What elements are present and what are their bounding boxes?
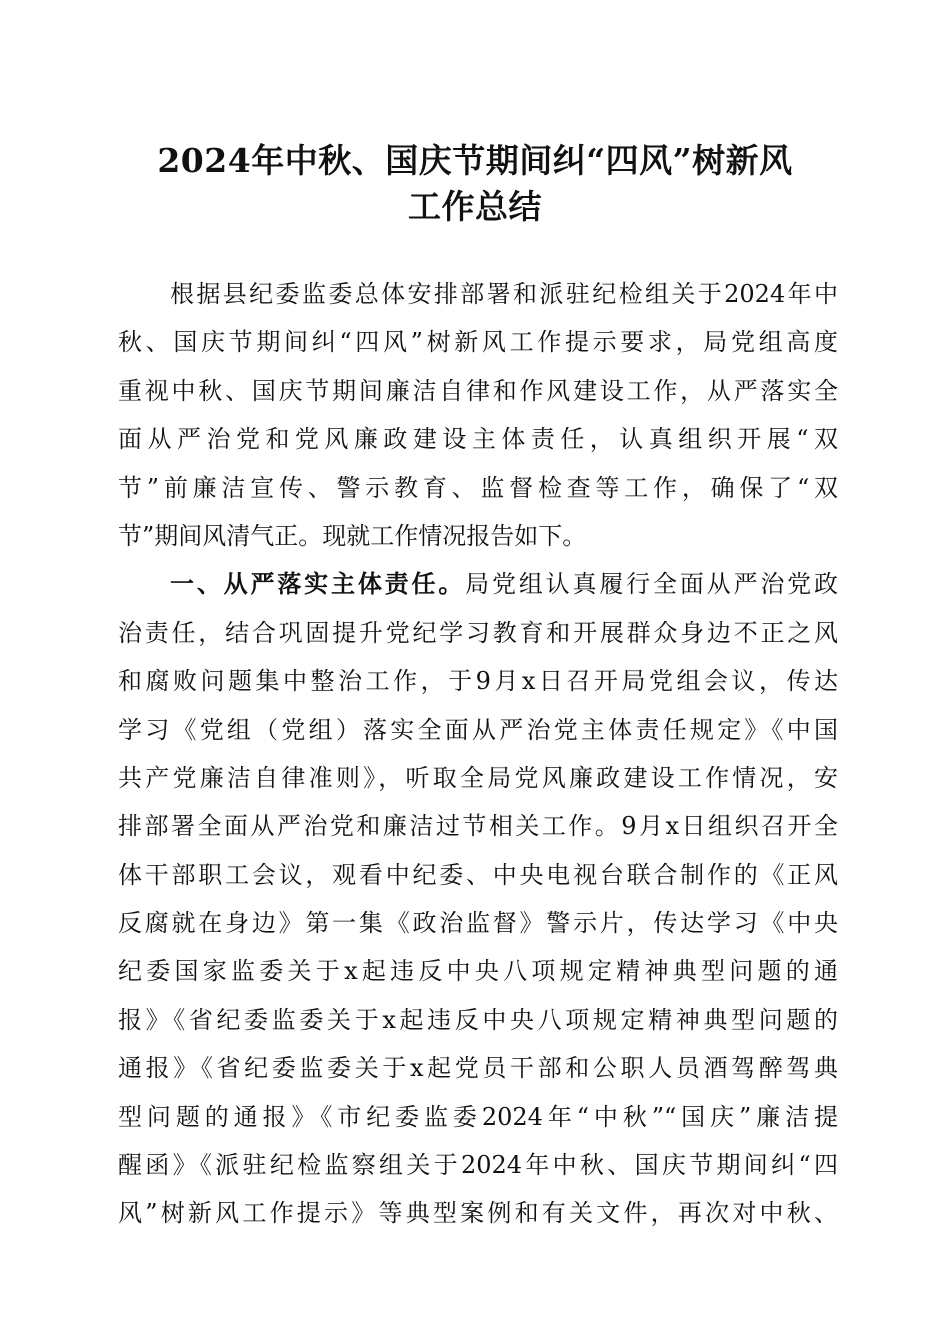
document-body bbox=[118, 270, 838, 1238]
text-line: 风”树新风工作提示》等典型案例和有关文件，再次对中秋、 bbox=[118, 1199, 838, 1228]
text-line: 共产党廉洁自律准则》，听取全局党风廉政建设工作情况，安 bbox=[118, 763, 838, 792]
text-line: 节”期间风清气正。现就工作情况报告如下。 bbox=[118, 521, 587, 550]
text-line: 学习《党组（党组）落实全面从严治党主体责任规定》《中国 bbox=[118, 715, 838, 744]
text-line: 重视中秋、国庆节期间廉洁自律和作风建设工作，从严落实全 bbox=[118, 376, 838, 405]
text-line: 醒函》《派驻纪检监察组关于2024年中秋、国庆节期间纠“四 bbox=[118, 1151, 838, 1180]
text-line: 型问题的通报》《市纪委监委2024年“中秋”“国庆”廉洁提 bbox=[118, 1102, 838, 1131]
text-line: 反腐就在身边》第一集《政治监督》警示片，传达学习《中央 bbox=[118, 909, 838, 938]
text-line: 报》《省纪委监委关于x起违反中央八项规定精神典型问题的 bbox=[118, 1005, 838, 1034]
document-title-line-1: 2024年中秋、国庆节期间纠“四风”树新风 bbox=[157, 141, 793, 180]
section-1-heading: 一、从严落实主体责任。 bbox=[170, 569, 466, 599]
text-line: 和腐败问题集中整治工作，于9月x日召开局党组会议，传达 bbox=[118, 667, 838, 696]
document-title-line-2: 工作总结 bbox=[408, 187, 542, 226]
section-1-first-line-text: 局党组认真履行全面从严治党政 bbox=[465, 570, 839, 599]
text-line: 通报》《省纪委监委关于x起党员干部和公职人员酒驾醉驾典 bbox=[118, 1054, 838, 1083]
paragraph-section-1 bbox=[118, 560, 838, 1237]
text-line: 治责任，结合巩固提升党纪学习教育和开展群众身边不正之风 bbox=[118, 618, 838, 647]
text-line: 面从严治党和党风廉政建设主体责任，认真组织开展“双 bbox=[118, 425, 838, 454]
paragraph-intro bbox=[118, 270, 838, 560]
text-line: 体干部职工会议，观看中纪委、中央电视台联合制作的《正风 bbox=[118, 860, 838, 889]
text-line bbox=[118, 560, 838, 608]
text-line: 纪委国家监委关于x起违反中央八项规定精神典型问题的通 bbox=[118, 957, 838, 986]
text-line: 排部署全面从严治党和廉洁过节相关工作。9月x日组织召开全 bbox=[118, 812, 838, 841]
text-line: 节”前廉洁宣传、警示教育、监督检查等工作，确保了“双 bbox=[118, 473, 838, 502]
text-line: 秋、国庆节期间纠“四风”树新风工作提示要求，局党组高度 bbox=[118, 328, 838, 357]
text-line: 根据县纪委监委总体安排部署和派驻纪检组关于2024年中 bbox=[170, 280, 838, 308]
